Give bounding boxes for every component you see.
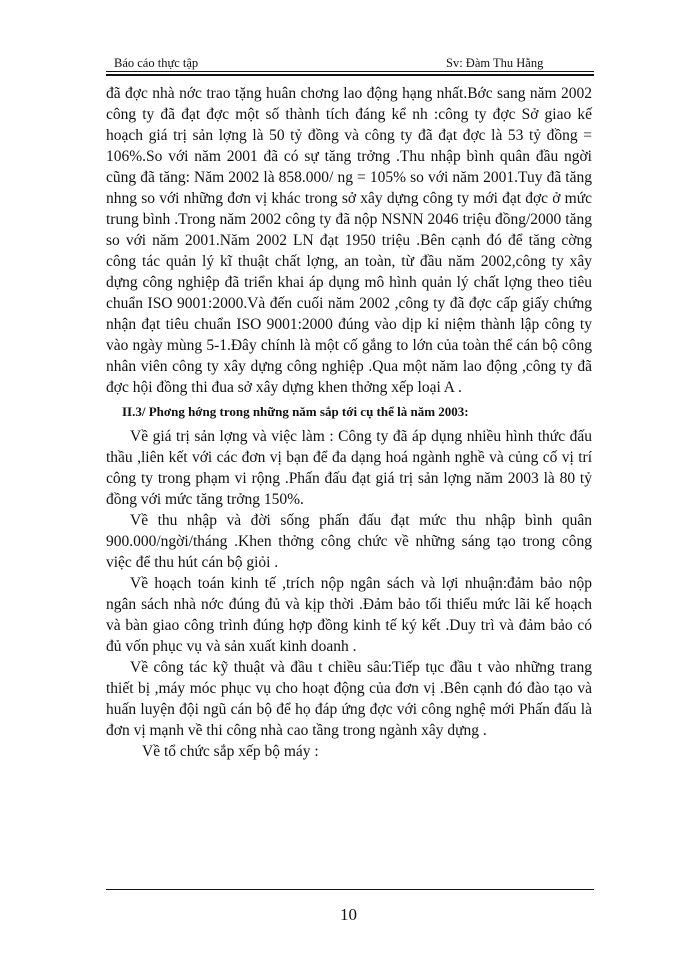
footer-divider	[106, 889, 594, 890]
header-divider-thick	[106, 74, 594, 76]
header-student-name: Sv: Đàm Thu Hằng	[446, 56, 544, 70]
page-number: 10	[340, 905, 357, 924]
paragraph-economic-accounting: Về hoạch toán kinh tế ,trích nộp ngân sách và lợi nhuận:đảm bảo nộp ngân sách nhà nớc đúng đủ và kịp thời .Đảm bảo tối thiểu mức lãi kế hoạch và bàn giao công trình đúng hợp đồng kinh tế ký kết .Duy trì và đảm bảo có đủ vốn phục vụ và sản xuất kinh doanh .	[106, 575, 592, 655]
paragraph-income: Về thu nhập và đời sống phấn đấu đạt mức thu nhập bình quân 900.000/ngời/tháng .Khen thởng công chức về những sáng tạo trong công việc để thu hút cán bộ giỏi .	[106, 512, 592, 571]
paragraph-organization: Về tổ chức sắp xếp bộ máy :	[142, 743, 319, 760]
header-divider-thin	[106, 71, 594, 72]
paragraph-production-value: Về giá trị sản lợng và việc làm : Công ty đã áp dụng nhiều hình thức đấu thầu ,liên kết với các đơn vị bạn để đa dạng hoá ngành nghề và củng cố vị trí công ty trong phạm vi rộng .Phấn đấu đạt giá trị sản lợng năm 2003 là 80 tỷ đồng với mức tăng trởng 150%.	[106, 428, 592, 508]
document-body	[106, 83, 592, 762]
section-heading-direction-2003: II.3/ Phơng hớng trong những năm sắp tới cụ thể là năm 2003:	[122, 404, 469, 419]
paragraph-achievements-2002: đã đợc nhà nớc trao tặng huân chơng lao động hạng nhất.Bớc sang năm 2002 công ty đã đạt đợc một số thành tích đáng kể nh :công ty đợc Sở giao kế hoạch giá trị sản lợng là 50 tỷ đồng và công ty đã đạt đợc là 53 tỷ đồng = 106%.So với năm 2001 đã có sự tăng trởng .Thu nhập bình quân đầu ngời cũng đã tăng: Năm 2002 là 858.000/ ng = 105% so với năm 2001.Tuy đã tăng nhng so với những đơn vị khác trong sở xây dựng công ty mới đạt đợc ở mức trung bình .Trong năm 2002 công ty đã nộp NSNN 2046 triệu đồng/2000 tăng so với năm 2001.Năm 2002 LN đạt 1950 triệu .Bên cạnh đó để tăng cờng công tác quản lý kĩ thuật chất lợng, an toàn, từ đầu năm 2002,công ty xây dựng công nghiệp đã triển khai áp dụng mô hình quản lý chất lợng theo tiêu chuẩn ISO 9001:2000.Và đến cuối năm 2002 ,công ty đã đợc cấp giấy chứng nhận đạt tiêu chuẩn ISO 9001:2000 đúng vào dịp kỉ niệm thành lập công ty vào ngày mùng 5-1.Đây chính là một cố gắng to lớn của toàn thể cán bộ công nhân viên công ty xây dựng công nghiệp .Qua một năm lao động ,công ty đã đợc hội đồng thi đua sở xây dựng khen thởng xếp loại A .	[106, 85, 592, 396]
header-report-title: Báo cáo thực tập	[114, 56, 199, 70]
paragraph-technical-investment: Về công tác kỹ thuật và đầu t chiều sâu:Tiếp tục đầu t vào những trang thiết bị ,máy móc phục vụ cho hoạt động của đơn vị .Bên cạnh đó đào tạo và huấn luyện đội ngũ cán bộ để họ đáp ứng đợc với công nghệ mới Phấn đấu là đơn vị mạnh về thi công nhà cao tầng trong ngành xây dựng .	[106, 659, 592, 739]
